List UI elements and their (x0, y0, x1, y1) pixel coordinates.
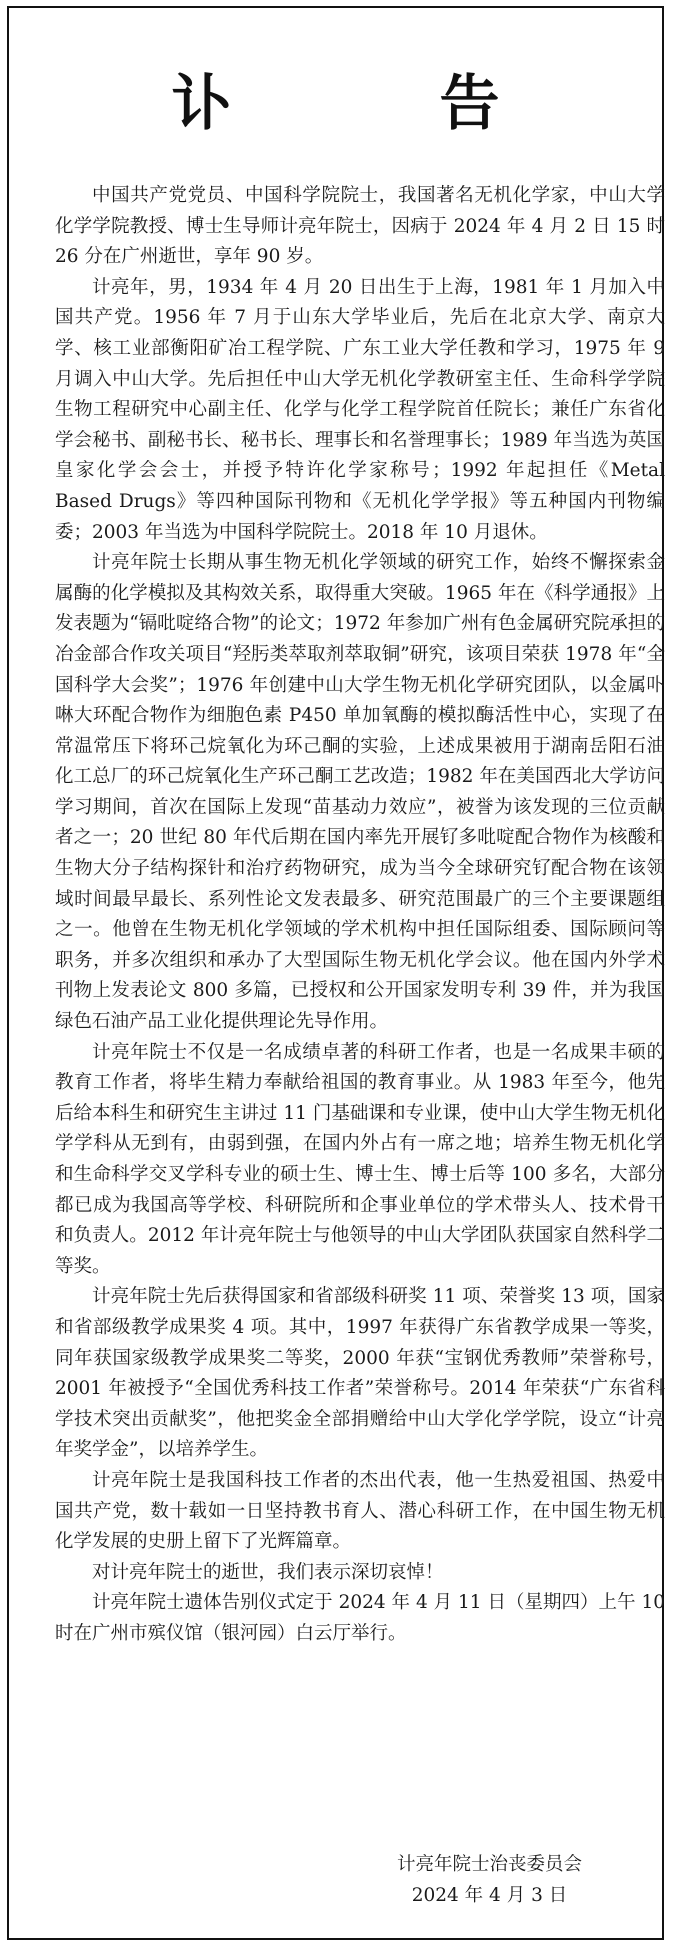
paragraph-tribute: 计亮年院士是我国科技工作者的杰出代表，他一生热爱祖国、热爱中国共产党，数十载如一日坚持教书育人、潜心科研工作，在中国生物无机化学发展的史册上留下了光辉篇章。 (55, 1469, 665, 1553)
paragraph-awards: 计亮年院士先后获得国家和省部级科研奖 11 项、荣誉奖 13 项，国家和省部级教学成果奖 4 项。其中，1997 年获得广东省教学成果一等奖，同年获国家级教学成果奖二等奖，2000 年获“宝钢优秀教师”荣誉称号，2001 年被授予“全国优秀科技工作者”荣誉称号。2014 年荣获“广东省科学技术突出贡献奖”，他把奖金全部捐赠给中山大学化学学院，设立“计亮年奖学金”，以培养学生。 (55, 1286, 665, 1461)
signature-date: 2024 年 4 月 3 日 (411, 1884, 568, 1906)
paragraph-funeral: 计亮年院士遗体告别仪式定于 2024 年 4 月 11 日（星期四）上午 10 时在广州市殡仪馆（银河园）白云厅举行。 (55, 1592, 665, 1644)
paragraph-announcement: 中国共产党党员、中国科学院院士，我国著名无机化学家，中山大学化学学院教授、博士生导师计亮年院士，因病于 2024 年 4 月 2 日 15 时 26 分在广州逝世，享年 90 岁。 (55, 185, 665, 268)
paragraph-education: 计亮年院士不仅是一名成绩卓著的科研工作者，也是一名成果丰硕的教育工作者，将毕生精力奉献给祖国的教育事业。从 1983 年至今，他先后给本科生和研究生主讲过 11 门基础课和专业课，使中山大学生物无机化学学科从无到有，由弱到强，在国内外占有一席之地；培养生物无机化学和生命科学交叉学科专业的硕士生、博士生、博士后等 100 多名，大部分都已成为我国高等学校、科研院所和企事业单位的学术带头人、技术骨干和负责人。2012 年计亮年院士与他领导的中山大学团队获国家自然科学二等奖。 (55, 1041, 665, 1277)
obituary-frame (7, 6, 664, 1940)
obituary-body (55, 181, 665, 1650)
page-title: 讣 告 (171, 69, 574, 139)
signature-block (397, 1850, 582, 1911)
paragraph-biography: 计亮年，男，1934 年 4 月 20 日出生于上海，1981 年 1 月加入中国共产党。1956 年 7 月于山东大学毕业后，先后在北京大学、南京大学、核工业部衡阳矿冶工程学院、广东工业大学任教和学习，1975 年 9 月调入中山大学。先后担任中山大学无机化学教研室主任、生命科学学院生物工程研究中心副主任、化学与化学工程学院首任院长；兼任广东省化学会秘书、副秘书长、秘书长、理事长和名誉理事长；1989 年当选为英国皇家化学会会士，并授予特许化学家称号；1992 年起担任《Metal Based Drugs》等四种国际刊物和《无机化学学报》等五种国内刊物编委；2003 年当选为中国科学院院士。2018 年 10 月退休。 (55, 276, 665, 543)
paragraph-research: 计亮年院士长期从事生物无机化学领域的研究工作，始终不懈探索金属酶的化学模拟及其构效关系，取得重大突破。1965 年在《科学通报》上发表题为“镉吡啶络合物”的论文；1972 年参加广州有色金属研究院承担的冶金部合作攻关项目“羟肟类萃取剂萃取铜”研究，该项目荣获 1978 年“全国科学大会奖”；1976 年创建中山大学生物无机化学研究团队，以金属卟啉大环配合物作为细胞色素 P450 单加氧酶的模拟酶活性中心，实现了在常温常压下将环己烷氧化为环己酮的实验，上述成果被用于湖南岳阳石油化工总厂的环己烷氧化生产环己酮工艺改造；1982 年在美国西北大学访问学习期间，首次在国际上发现“苗基动力效应”，被誉为该发现的三位贡献者之一；20 世纪 80 年代后期在国内率先开展钌多吡啶配合物作为核酸和生物大分子结构探针和治疗药物研究，成为当今全球研究钌配合物在该领域时间最早最长、系列性论文发表最多、研究范围最广的三个主要课题组之一。他曾在生物无机化学领域的学术机构中担任国际组委、国际顾问等职务，并多次组织和承办了大型国际生物无机化学会议。他在国内外学术刊物上发表论文 800 多篇，已授权和公开国家发明专利 39 件，并为我国绿色石油产品工业化提供理论先导作用。 (55, 552, 665, 1033)
paragraph-condolence: 对计亮年院士的逝世，我们表示深切哀悼！ (92, 1561, 444, 1583)
signature-committee: 计亮年院士治丧委员会 (396, 1854, 582, 1875)
